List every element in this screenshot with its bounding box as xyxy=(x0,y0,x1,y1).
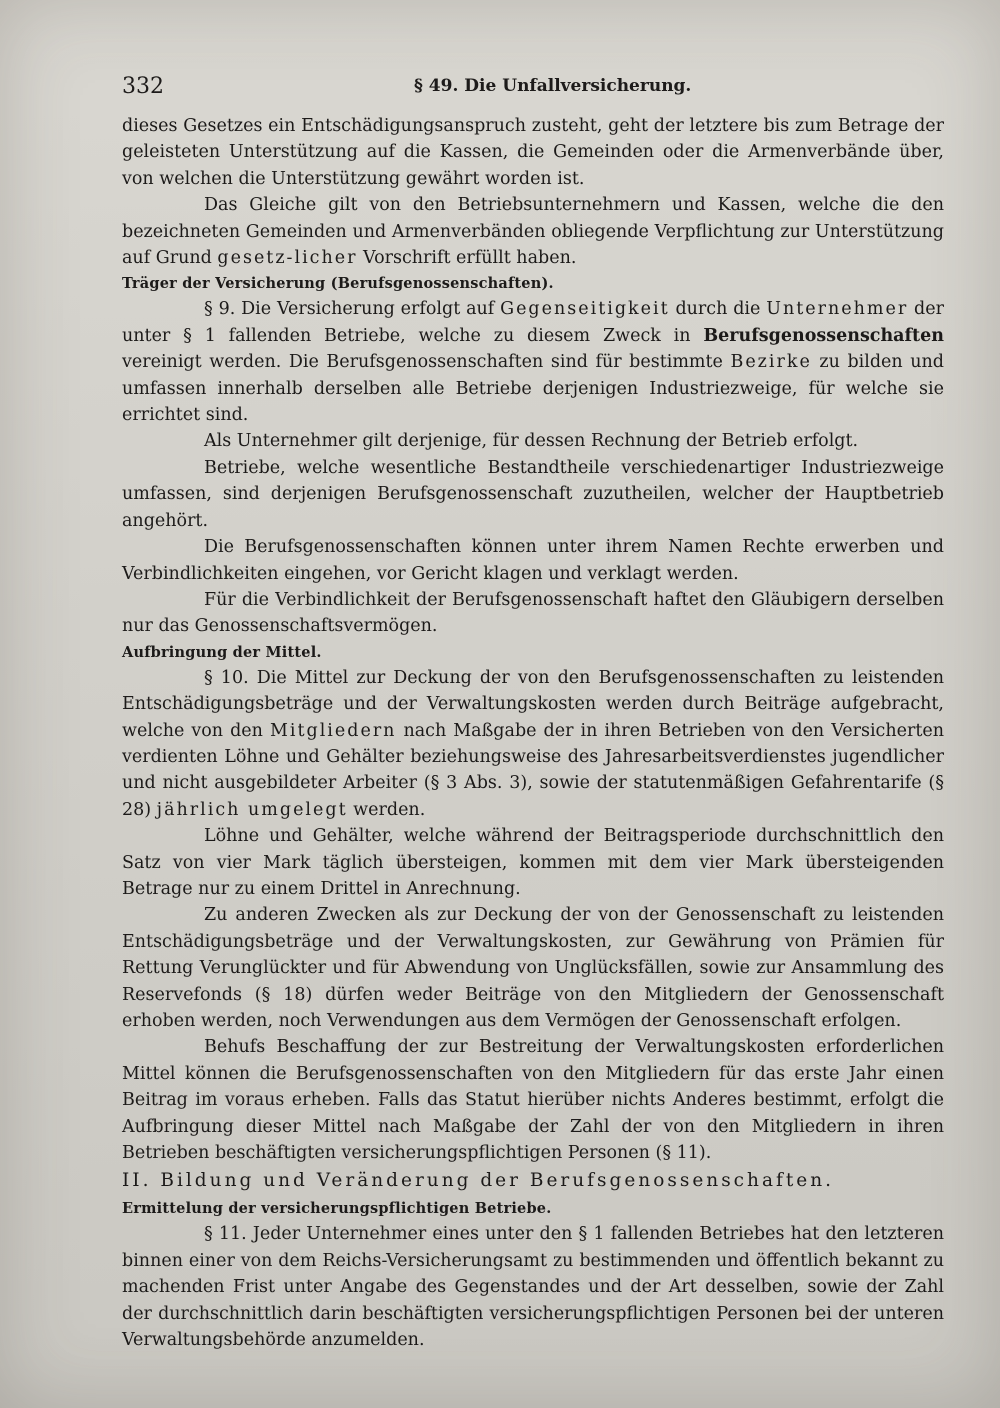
paragraph-text: werden. xyxy=(347,799,426,820)
paragraph-rechte: Die Berufsgenossenschaften können unter ihrem Namen Rechte erwerben und Verbindlichkeiten eingehen, vor Gericht klagen und verklagt werden. xyxy=(122,537,944,584)
paragraph-loehne: Löhne und Gehälter, welche während der Beitragsperiode durchschnittlich den Satz von vier Mark täglich übersteigen, kommen mit dem vier Mark übersteigenden Betrage nur zu einem Drittel in Anrechnung. xyxy=(122,826,944,899)
paragraph-continuation: dieses Gesetzes ein Entschädigungsanspruch zusteht, geht der letztere bis zum Betrage der geleisteten Unterstützung auf die Kassen, die Gemeinden oder die Armenverbände über, von welchen die Unterstützung gewährt worden ist. xyxy=(122,116,944,189)
spaced-word: Gegenseitigkeit xyxy=(500,299,670,320)
page-body xyxy=(122,113,944,1353)
paragraph-section-11: § 11. Jeder Unternehmer eines unter den § 1 fallenden Betriebes hat den letzteren binnen einer von dem Reichs-Versicherungsamt zu bestimmenden und öffentlich bekannt zu machenden Frist unter Angabe des Gegenstandes und der Art desselben, sowie der Zahl der durchschnittlich darin beschäftigten versicherungspflichtigen Personen bei der unteren Verwaltungsbehörde anzumelden. xyxy=(122,1224,944,1351)
spaced-word: Mitgliedern xyxy=(269,720,397,741)
paragraph-text: Das Gleiche gilt von den Betriebsunternehmern und Kassen, welche die den bezeichneten Gemeinden und Armenverbänden obliegende Verpflichtung zur Unterstützung auf Grund xyxy=(122,195,944,269)
page-number: 332 xyxy=(122,74,164,99)
paragraph-haftung: Für die Verbindlichkeit der Berufsgenossenschaft haftet den Gläubigern derselben nur das Genossenschaftsvermögen. xyxy=(122,589,944,637)
paragraph-text: Vorschrift erfüllt haben. xyxy=(357,248,577,269)
paragraph-section-9 xyxy=(122,296,944,428)
section-heading-ermittelung: Ermittelung der versicherungspflichtigen Betriebe. xyxy=(122,1200,552,1218)
paragraph-text: vereinigt werden. Die Berufsgenossenschaften sind für bestimmte xyxy=(122,352,731,373)
paragraph-section-10 xyxy=(122,665,944,823)
running-head: § 49. Die Unfallversicherung. xyxy=(414,76,692,96)
paragraph-gleiche xyxy=(122,192,944,271)
paragraph-text: zu bilden und umfassen innerhalb derselben alle Betriebe derjenigen Industriezweige, für welche sie errichtet sind. xyxy=(122,352,944,426)
paragraph-behufs: Behufs Beschaffung der zur Bestreitung der Verwaltungskosten erforderlichen Mittel können die Berufsgenossenschaften von den Mitgliedern für das erste Jahr einen Beitrag im voraus erheben. Falls das Statut hierüber nichts Anderes bestimmt, erfolgt die Aufbringung dieser Mittel nach Maßgabe der Zahl der von den Mitgliedern in ihren Betrieben beschäftigten versicherungspflichtigen Personen (§ 11). xyxy=(122,1037,944,1164)
spaced-word: gesetz-licher xyxy=(217,248,358,269)
paragraph-text: der unter § 1 fallenden Betriebe, welche zu diesem Zweck in xyxy=(122,299,944,346)
paragraph-text: nach Maßgabe der in ihren Betrieben von den Versicherten verdienten Löhne und Gehälter beziehungsweise des Jahresarbeitsverdienstes jugendlicher und nicht ausgebildeter Arbeiter (§ 3 Abs. 3), sowie der statutenmäßigen Gefahrentarife (§ 28) xyxy=(122,720,944,820)
spaced-word: Unternehmer xyxy=(766,299,909,320)
paragraph-text: § 10. Die Mittel zur Deckung der von den Berufsgenossenschaften zu leistenden Entschädigungsbeträge und der Verwaltungskosten werden durch Beiträge aufgebracht, welche von den xyxy=(122,667,944,741)
chapter-heading: II. Bildung und Veränderung der Berufsgenossenschaften. xyxy=(122,1170,835,1192)
paragraph-unternehmer: Als Unternehmer gilt derjenige, für dessen Rechnung der Betrieb erfolgt. xyxy=(204,431,859,452)
bold-term: Berufsgenossenschaften xyxy=(703,325,944,346)
paragraph-betriebe: Betriebe, welche wesentliche Bestandtheile verschiedenartiger Industriezweige umfassen, sind derjenigen Berufsgenossenschaft zuzutheilen, welcher der Hauptbetrieb angehört. xyxy=(122,457,944,531)
spaced-word: jährlich umgelegt xyxy=(156,799,348,820)
paragraph-zwecke: Zu anderen Zwecken als zur Deckung der von der Genossenschaft zu leistenden Entschädigungsbeträge und der Verwaltungskosten, zur Gewährung von Prämien für Rettung Verunglückter und für Abwendung von Unglücksfällen, sowie zur Ansammlung des Reservefonds (§ 18) dürfen weder Beiträge von den Mitgliedern der Genossenschaft erhoben werden, noch Verwendungen aus dem Vermögen der Genossenschaft erfolgen. xyxy=(122,905,944,1031)
paragraph-text: § 9. Die Versicherung erfolgt auf xyxy=(204,299,501,320)
section-heading-mittel: Aufbringung der Mittel. xyxy=(122,643,322,661)
paragraph-text: durch die xyxy=(669,299,767,320)
spaced-word: Bezirke xyxy=(730,352,812,373)
page-header xyxy=(122,74,942,104)
section-heading-traeger: Träger der Versicherung (Berufsgenossenschaften). xyxy=(122,275,554,293)
